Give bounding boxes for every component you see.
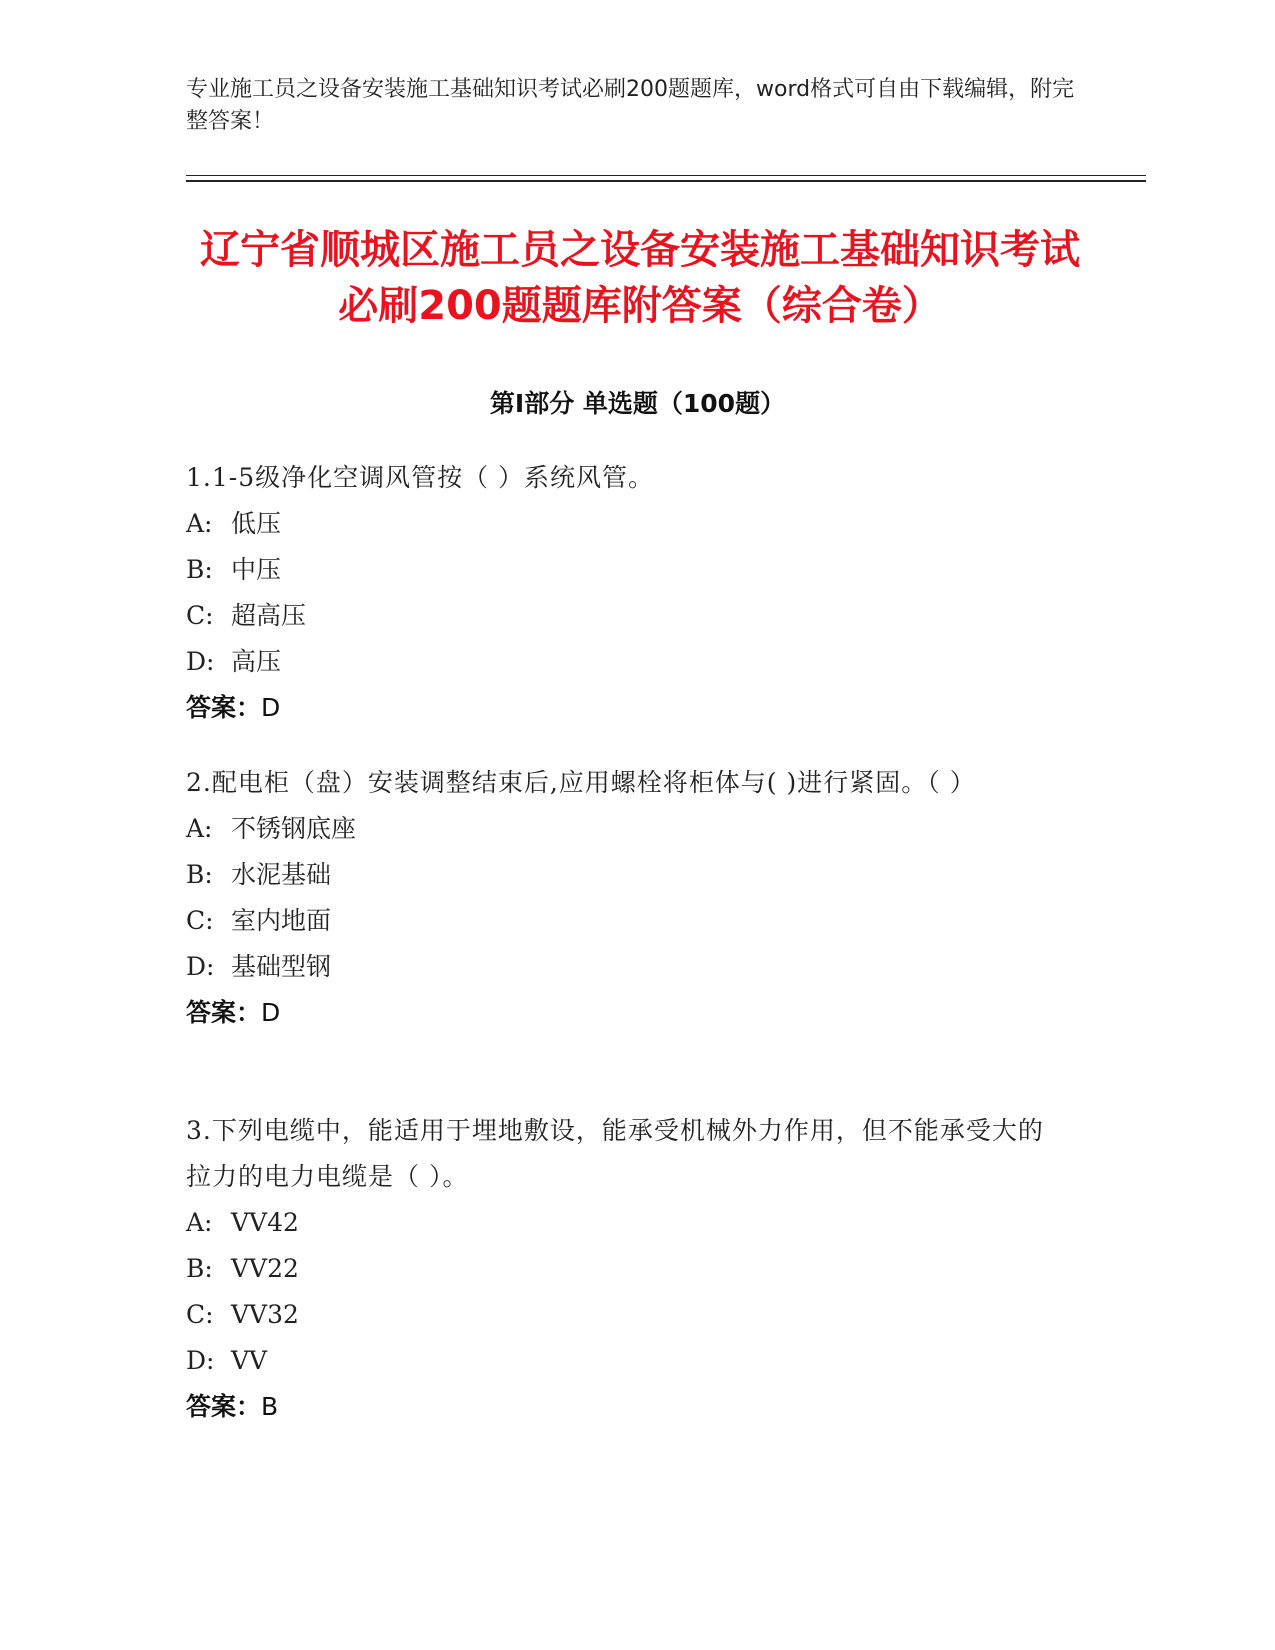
option-letter: A: bbox=[186, 1208, 213, 1237]
option-text: 水泥基础 bbox=[231, 860, 332, 889]
question-stem: 1.1-5级净化空调风管按（ ）系统风管。 bbox=[186, 463, 655, 492]
option-text: 室内地面 bbox=[231, 906, 332, 935]
option-c bbox=[186, 593, 1066, 639]
option-text: VV bbox=[231, 1346, 268, 1375]
option-letter: B: bbox=[186, 860, 213, 889]
option-b bbox=[186, 547, 1066, 593]
answer-value: B bbox=[261, 1392, 279, 1421]
question-1 bbox=[186, 455, 1066, 731]
option-d bbox=[186, 944, 1066, 990]
option-text: VV42 bbox=[231, 1208, 299, 1237]
option-b bbox=[186, 1246, 1066, 1292]
option-b bbox=[186, 852, 1066, 898]
option-text: 中压 bbox=[231, 555, 282, 584]
answer-line bbox=[186, 990, 1066, 1036]
option-letter: A: bbox=[186, 814, 213, 843]
answer-label: 答案： bbox=[186, 998, 262, 1027]
option-c bbox=[186, 1292, 1066, 1338]
document-title: 辽宁省顺城区施工员之设备安装施工基础知识考试必刷200题题库附答案（综合卷） bbox=[200, 227, 1080, 329]
answer-line bbox=[186, 1384, 1066, 1430]
option-letter: C: bbox=[186, 601, 214, 630]
option-text: 基础型钢 bbox=[231, 952, 332, 981]
section-heading: 第Ⅰ部分 单选题（100题） bbox=[489, 389, 786, 418]
option-text: 不锈钢底座 bbox=[231, 814, 357, 843]
option-text: 高压 bbox=[231, 647, 282, 676]
option-letter: B: bbox=[186, 555, 213, 584]
option-letter: B: bbox=[186, 1254, 213, 1283]
option-letter: D: bbox=[186, 952, 215, 981]
header-note: 专业施工员之设备安装施工基础知识考试必刷200题题库，word格式可自由下载编辑，附完整答案！ bbox=[186, 77, 1075, 134]
option-text: 低压 bbox=[231, 509, 282, 538]
question-3 bbox=[186, 1108, 1066, 1430]
option-letter: C: bbox=[186, 1300, 214, 1329]
header-divider-thick bbox=[186, 180, 1146, 182]
answer-value: D bbox=[261, 998, 281, 1027]
option-letter: C: bbox=[186, 906, 214, 935]
option-d bbox=[186, 1338, 1066, 1384]
option-letter: D: bbox=[186, 647, 215, 676]
option-text: VV32 bbox=[231, 1300, 299, 1329]
header-divider-thin bbox=[186, 175, 1146, 176]
question-stem: 2.配电柜（盘）安装调整结束后,应用螺栓将柜体与( )进行紧固。（ ） bbox=[186, 768, 976, 797]
option-d bbox=[186, 639, 1066, 685]
option-a bbox=[186, 1200, 1066, 1246]
option-letter: D: bbox=[186, 1346, 215, 1375]
answer-label: 答案： bbox=[186, 1392, 262, 1421]
answer-label: 答案： bbox=[186, 693, 262, 722]
option-text: 超高压 bbox=[231, 601, 307, 630]
question-2 bbox=[186, 760, 1066, 1036]
option-a bbox=[186, 501, 1066, 547]
option-letter: A: bbox=[186, 509, 213, 538]
option-text: VV22 bbox=[231, 1254, 299, 1283]
option-c bbox=[186, 898, 1066, 944]
question-stem: 3.下列电缆中，能适用于埋地敷设，能承受机械外力作用，但不能承受大的拉力的电力电缆是（ ）。 bbox=[186, 1116, 1044, 1191]
answer-line bbox=[186, 685, 1066, 731]
option-a bbox=[186, 806, 1066, 852]
answer-value: D bbox=[261, 693, 281, 722]
